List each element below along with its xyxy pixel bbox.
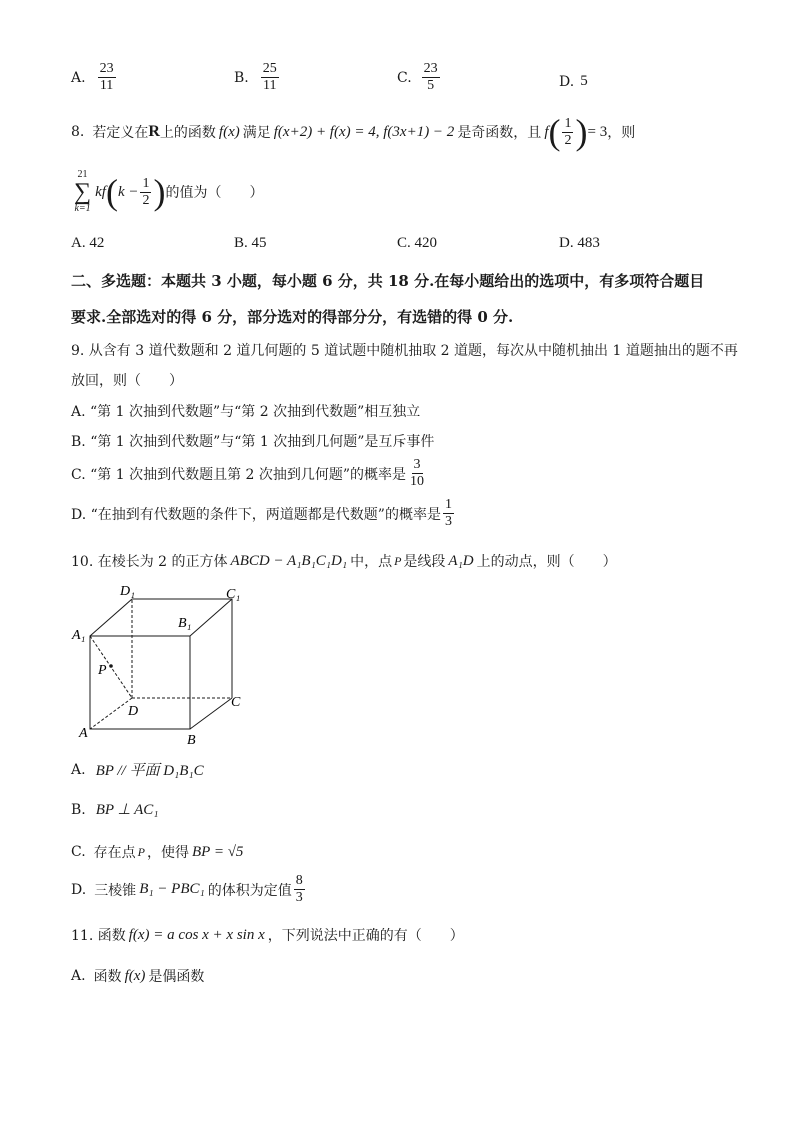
math-expr: f(x) xyxy=(124,967,146,984)
math-expr: B₁ − PBC₁ xyxy=(139,881,205,897)
q10-option-a xyxy=(71,759,204,780)
math-expr: f xyxy=(544,123,549,140)
text: 上的动点，则（ ） xyxy=(476,554,617,570)
q10-option-d xyxy=(71,874,307,905)
fraction xyxy=(294,874,305,905)
q8-option-b: B. 45 xyxy=(234,235,267,251)
numerator: 1 xyxy=(142,175,150,191)
option-label: B. xyxy=(234,69,249,86)
right-paren: ) xyxy=(575,112,588,152)
math-expr: BP ⊥ AC₁ xyxy=(95,802,159,818)
math-expr: f(x+2) + f(x) = 4, f(3x+1) − 2 xyxy=(273,123,455,140)
cube-figure xyxy=(60,575,260,750)
numerator: 3 xyxy=(413,457,421,472)
option-label: C. xyxy=(71,844,86,860)
text: 是线段 xyxy=(403,554,446,570)
text: 中，点 xyxy=(350,554,393,570)
sum-lower: k=1 xyxy=(74,203,91,214)
q10-option-b xyxy=(71,800,158,819)
denominator: 5 xyxy=(427,78,435,93)
summation xyxy=(74,170,91,214)
q9-stem-line1: 9. 从含有 3 道代数题和 2 道几何题的 5 道试题中随机抽取 2 道题，每次从中随机抽出 1 道题抽出的题不再 xyxy=(71,343,738,359)
math-expr: = 3 xyxy=(587,123,608,140)
fraction xyxy=(261,62,279,93)
text: ，使得 xyxy=(147,845,190,861)
q7-option-c xyxy=(397,62,442,93)
denominator: 10 xyxy=(410,474,425,489)
sum-upper: 21 xyxy=(77,169,88,180)
q8-stem xyxy=(71,114,635,150)
sigma-icon: ∑ xyxy=(74,179,92,205)
q9-stem-line2: 放回，则（ ） xyxy=(71,373,183,389)
option-label: C. xyxy=(397,69,412,86)
numerator: 23 xyxy=(423,61,438,76)
numerator: 8 xyxy=(295,873,303,888)
denominator: 3 xyxy=(444,514,452,529)
point-p xyxy=(109,664,113,668)
label-a1: A₁ xyxy=(72,628,86,643)
option-value: 5 xyxy=(580,73,588,89)
text: ，则 xyxy=(607,125,636,141)
math-expr: f(x) xyxy=(218,123,240,140)
text: 10. 在棱长为 2 的正方体 xyxy=(71,554,228,570)
q8-option-a: A. 42 xyxy=(71,235,105,251)
numerator: 23 xyxy=(99,61,114,76)
q7-option-b xyxy=(234,62,281,93)
q9-option-a: A. “第 1 次抽到代数题”与“第 2 次抽到代数题”相互独立 xyxy=(71,404,421,420)
right-paren: ) xyxy=(153,172,166,212)
label-c1: C₁ xyxy=(226,587,241,602)
option-label: A. xyxy=(71,69,86,86)
label-d: D xyxy=(128,704,139,719)
text: 是奇函数，且 xyxy=(457,125,542,141)
question-number: 8. xyxy=(71,124,85,140)
denominator: 2 xyxy=(564,132,572,148)
label-b: B xyxy=(187,733,196,748)
text: 存在点 xyxy=(93,845,136,861)
math-expr: kf xyxy=(95,183,106,200)
fraction xyxy=(140,177,151,208)
q11-stem xyxy=(71,925,464,945)
math-expr: ABCD − A₁B₁C₁D₁ xyxy=(230,552,348,569)
math-expr: f(x) = a cos x + x sin x xyxy=(128,926,265,943)
math-expr: A₁D xyxy=(448,552,474,569)
left-paren: ( xyxy=(548,112,561,152)
q7-option-a xyxy=(71,62,118,93)
text: 三棱锥 xyxy=(94,882,137,899)
q7-option-d xyxy=(559,73,588,90)
edge-b1c1 xyxy=(190,599,232,636)
text: 满足 xyxy=(242,125,271,141)
text: ，下列说法中正确的有（ ） xyxy=(267,928,464,944)
front-face xyxy=(90,636,190,729)
edge-a1d1 xyxy=(90,599,132,636)
option-label: D. xyxy=(559,73,575,90)
label-a: A xyxy=(79,726,88,741)
real-set-symbol: R xyxy=(148,123,160,140)
q10-option-c xyxy=(71,842,243,862)
text: 的值为（ ） xyxy=(165,185,264,201)
text: 若定义在 xyxy=(92,125,149,141)
section-heading-line1: 二、多选题：本题共 3 小题，每小题 6 分，共 18 分.在每小题给出的选项中，有多项符合题目 xyxy=(71,272,705,290)
math-expr: P xyxy=(394,553,402,568)
math-expr: BP = √5 xyxy=(192,843,244,860)
q11-option-a xyxy=(71,966,204,986)
math-expr: BP // 平面 D₁B₁C xyxy=(95,763,204,779)
text: D. “在抽到有代数题的条件下，两道题都是代数题”的概率是 xyxy=(71,506,441,523)
math-expr: P xyxy=(137,844,146,859)
edge-da xyxy=(90,698,132,729)
option-label: D. xyxy=(71,881,87,898)
q8-option-d: D. 483 xyxy=(559,235,600,251)
q8-sum-line xyxy=(74,170,263,214)
option-label: B. xyxy=(71,801,86,818)
math-expr: k − xyxy=(117,183,139,200)
text: 函数 xyxy=(93,969,122,985)
q10-stem xyxy=(71,551,617,571)
denominator: 3 xyxy=(295,890,303,905)
label-d1: D₁ xyxy=(120,584,135,599)
q8-option-c: C. 420 xyxy=(397,235,438,251)
q9-option-b: B. “第 1 次抽到代数题”与“第 1 次抽到几何题”是互斥事件 xyxy=(71,434,435,450)
edge-d1c1-c1c xyxy=(132,599,232,698)
left-paren: ( xyxy=(105,172,118,212)
denominator: 11 xyxy=(99,78,114,93)
text: 是偶函数 xyxy=(148,969,205,985)
fraction xyxy=(443,498,454,529)
q9-option-c xyxy=(71,458,428,489)
fraction xyxy=(408,458,426,489)
text: 的体积为定值 xyxy=(207,882,292,899)
denominator: 2 xyxy=(142,192,150,208)
denominator: 11 xyxy=(263,78,277,93)
fraction xyxy=(98,62,116,93)
numerator: 1 xyxy=(444,497,452,512)
option-label: A. xyxy=(71,968,86,984)
q9-option-d xyxy=(71,498,456,529)
label-b1: B₁ xyxy=(178,616,192,631)
text: 11. 函数 xyxy=(71,928,126,944)
numerator: 25 xyxy=(262,61,277,76)
numerator: 1 xyxy=(564,115,572,131)
edge-bc xyxy=(190,698,232,729)
section-heading-line2: 要求.全部选对的得 6 分，部分选对的得部分分，有选错的得 0 分. xyxy=(71,308,514,326)
text: C. “第 1 次抽到代数题且第 2 次抽到几何题”的概率是 xyxy=(71,466,407,483)
label-c: C xyxy=(231,695,241,710)
label-p: P xyxy=(98,663,107,678)
option-label: A. xyxy=(71,761,86,778)
fraction xyxy=(422,62,440,93)
text: 上的函数 xyxy=(159,125,216,141)
fraction xyxy=(562,117,573,148)
